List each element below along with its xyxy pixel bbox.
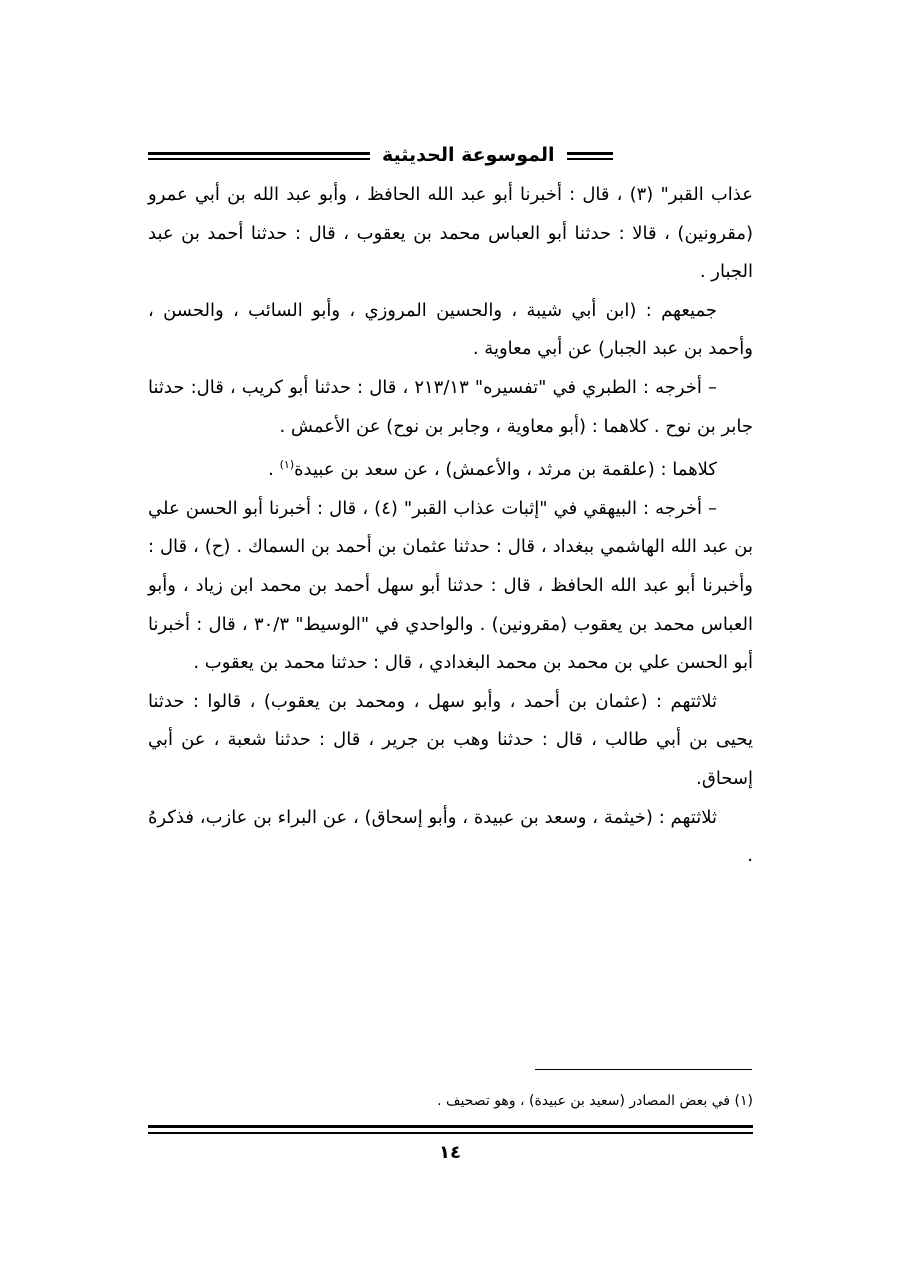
paragraph-2: جميعهم : (ابن أبي شيبة ، والحسين المروزي ، وأبو السائب ، والحسن ، وأحمد بن عبد الجبار) عن أبي معاوية . — [148, 299, 753, 360]
paragraph-1: عذاب القبر" (٣) ، قال : أخبرنا أبو عبد الله الحافظ ، وأبو عبد الله بن أبي عمرو (مقرونين) ، قالا : حدثنا أبو العباس محمد بن يعقوب ، قال : حدثنا أحمد بن عبد الجبار . — [148, 184, 753, 283]
paragraph-4-text: كلاهما : (علقمة بن مرثد ، والأعمش) ، عن سعد بن عبيدة — [294, 459, 717, 481]
footnote-reference: (١) — [279, 458, 295, 472]
page-header — [148, 142, 753, 168]
paragraph-7: ثلاثتهم : (خيثمة ، وسعد بن عبيدة ، وأبو إسحاق) ، عن البراء بن عازب، فذكرهُ . — [148, 806, 753, 867]
footnote: (١) في بعض المصادر (سعيد بن عبيدة) ، وهو تصحيف . — [437, 1093, 753, 1109]
main-text — [148, 176, 753, 876]
page-number: ١٤ — [439, 1142, 461, 1163]
footer-rule — [148, 1125, 753, 1134]
paragraph-6: ثلاثتهم : (عثمان بن أحمد ، وأبو سهل ، ومحمد بن يعقوب) ، قالوا : حدثنا يحيى بن أبي طالب ، قال : حدثنا وهب بن جرير ، قال : حدثنا شعبة ، عن أبي إسحاق. — [148, 690, 753, 789]
footnote-separator — [535, 1069, 752, 1070]
paragraph-5: – أخرجه : البيهقي في "إثبات عذاب القبر" (٤) ، قال : أخبرنا أبو الحسن علي بن عبد الله الهاشمي ببغداد ، قال : حدثنا عثمان بن أحمد بن السماك . (ح) ، قال : وأخبرنا أبو عبد الله الحافظ ، قال : حدثنا أبو سهل أحمد بن محمد ابن زياد ، وأبو العباس محمد بن يعقوب (مقرونين) . والواحدي في "الوسيط" ٣٠/٣ ، قال : أخبرنا أبو الحسن علي بن محمد بن محمد البغدادي ، قال : حدثنا محمد بن يعقوب . — [148, 497, 753, 674]
paragraph-3: – أخرجه : الطبري في "تفسيره" ٢١٣/١٣ ، قال : حدثنا أبو كريب ، قال: حدثنا جابر بن نوح . كلاهما : (أبو معاوية ، وجابر بن نوح) عن الأعمش . — [148, 376, 753, 437]
page-title: الموسوعة الحديثية — [382, 144, 555, 166]
paragraph-4 — [148, 446, 753, 490]
header-rule-right — [567, 152, 613, 160]
paragraph-4-end: . — [268, 459, 280, 481]
header-rule-left — [148, 152, 370, 160]
